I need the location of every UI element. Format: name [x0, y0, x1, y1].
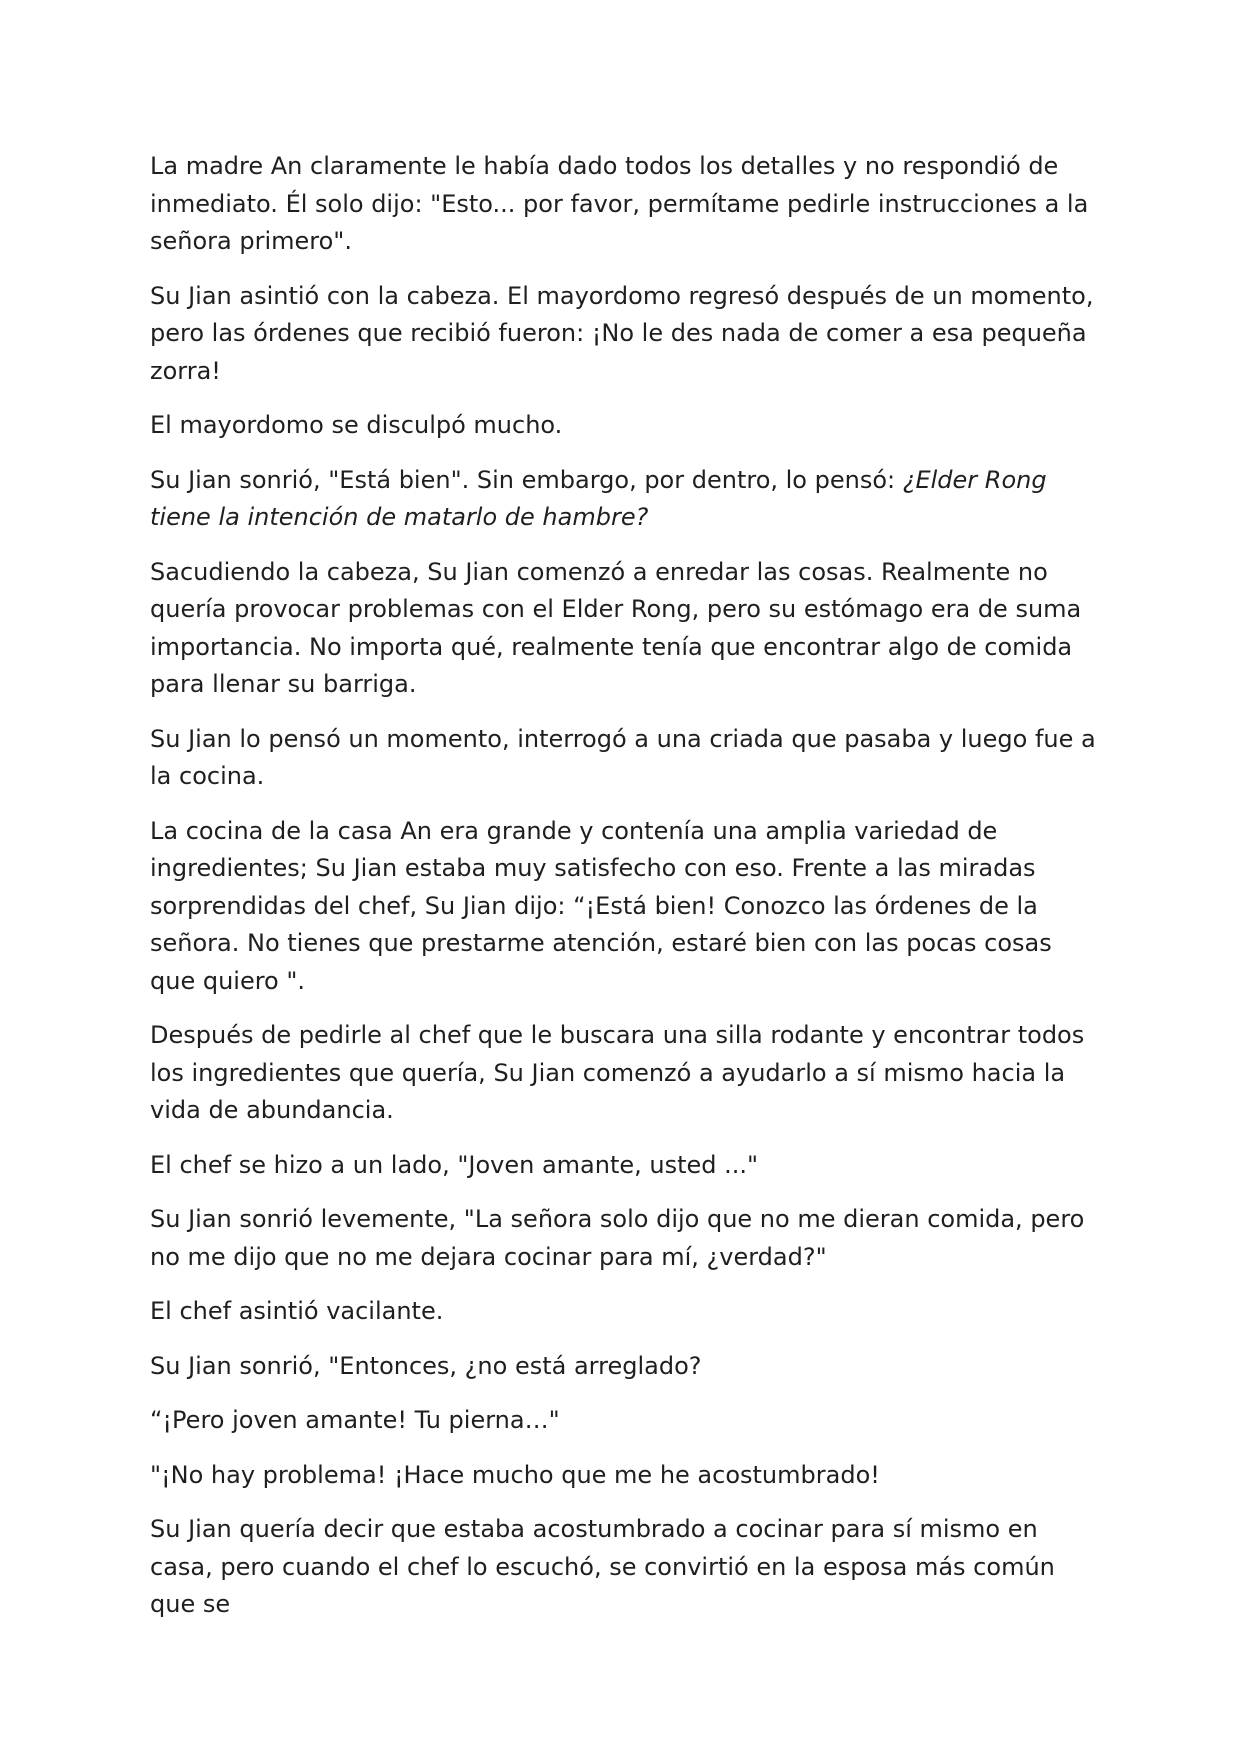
paragraph: El chef se hizo a un lado, "Joven amante, usted ..."	[150, 1150, 759, 1179]
paragraph: Su Jian sonrió levemente, "La señora solo dijo que no me dieran comida, pero no me dijo que no me dejara cocinar para mí, ¿verdad?"	[150, 1205, 1085, 1271]
paragraph-text: Su Jian sonrió, "Está bien". Sin embargo, por dentro, lo pensó:	[150, 465, 903, 494]
paragraph: "¡No hay problema! ¡Hace mucho que me he acostumbrado!	[150, 1460, 880, 1489]
paragraph: “¡Pero joven amante! Tu pierna…"	[150, 1406, 560, 1434]
paragraph: Su Jian asintió con la cabeza. El mayordomo regresó después de un momento, pero las órdenes que recibió fueron: ¡No le des nada de comer a esa pequeña zorra!	[150, 281, 1094, 385]
paragraph: Su Jian quería decir que estaba acostumbrado a cocinar para sí mismo en casa, pero cuando el chef lo escuchó, se convirtió en la esposa más común que se	[150, 1515, 1055, 1618]
document-page	[150, 148, 1100, 1641]
paragraph: Su Jian lo pensó un momento, interrogó a una criada que pasaba y luego fue a la cocina.	[150, 724, 1096, 790]
paragraph	[150, 462, 1100, 537]
paragraph: Sacudiendo la cabeza, Su Jian comenzó a enredar las cosas. Realmente no quería provocar problemas con el Elder Rong, pero su estómago era de suma importancia. No importa qué, realmente tenía que encontrar algo de comida para llenar su barriga.	[150, 557, 1082, 698]
paragraph: El mayordomo se disculpó mucho.	[150, 411, 563, 439]
paragraph: El chef asintió vacilante.	[150, 1297, 444, 1325]
paragraph: La madre An claramente le había dado todos los detalles y no respondió de inmediato. Él solo dijo: "Esto... por favor, permítame pedirle instrucciones a la señora primero".	[150, 152, 1089, 255]
paragraph: La cocina de la casa An era grande y contenía una amplia variedad de ingredientes; Su Jian estaba muy satisfecho con eso. Frente a las miradas sorprendidas del chef, Su Jian dijo: “¡Está bien! Conozco las órdenes de la señora. No tienes que prestarme atención, estaré bien con las pocas cosas que quiero ".	[150, 816, 1052, 995]
paragraph: Su Jian sonrió, "Entonces, ¿no está arreglado?	[150, 1351, 702, 1380]
italic-thought: ¿Elder Rong tiene la intención de matarlo de hambre?	[150, 465, 1047, 531]
paragraph: Después de pedirle al chef que le buscara una silla rodante y encontrar todos los ingredientes que quería, Su Jian comenzó a ayudarlo a sí mismo hacia la vida de abundancia.	[150, 1021, 1085, 1124]
